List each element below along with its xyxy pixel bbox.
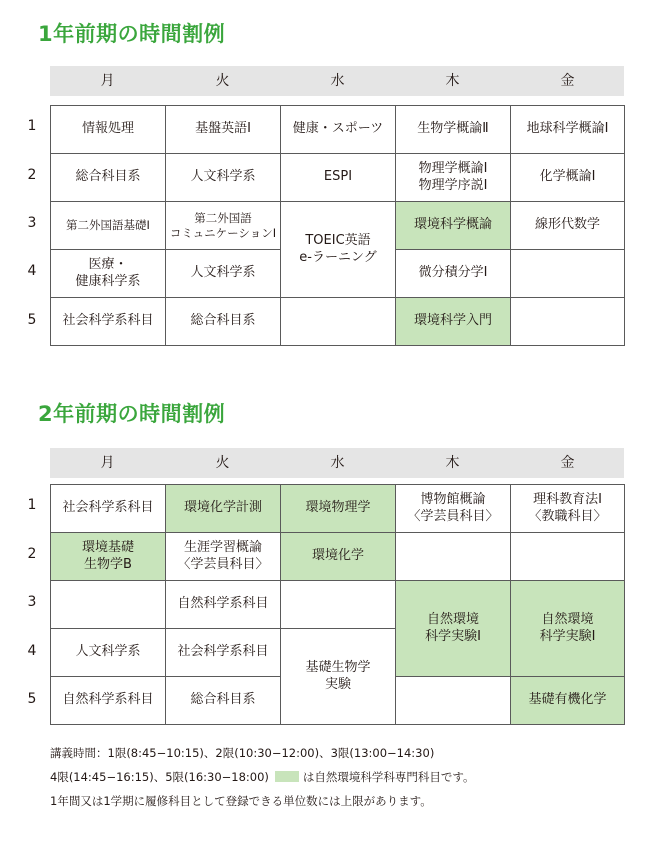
course-cell [50, 580, 166, 629]
period-3: 3 [27, 215, 37, 231]
course-cell [510, 297, 625, 346]
period-1: 1 [27, 497, 37, 513]
lecture-times-line2-text: 4限(14:45−16:15)、5限(16:30−18:00) [50, 770, 269, 784]
course-cell: 総合科目系 [165, 676, 281, 725]
period-4: 4 [27, 263, 37, 279]
notes [50, 741, 475, 813]
course-cell: 健康・スポーツ [280, 105, 396, 154]
course-cell: 自然科学系科目 [165, 580, 281, 629]
day-mon: 月 [100, 73, 115, 89]
course-cell: 社会科学系科目 [165, 628, 281, 677]
course-cell: 総合科目系 [50, 153, 166, 202]
course-cell-major-merged: 自然環境 科学実験Ⅰ [510, 580, 625, 677]
day-tue: 火 [215, 73, 230, 89]
course-cell-merged: 基礎生物学 実験 [280, 628, 396, 725]
day-thu: 木 [445, 73, 460, 89]
course-cell: 化学概論Ⅰ [510, 153, 625, 202]
timetable2 [22, 448, 628, 728]
course-cell: 医療・ 健康科学系 [50, 249, 166, 298]
legend-swatch [275, 771, 299, 782]
course-cell-major: 環境物理学 [280, 484, 396, 533]
timetable1 [22, 66, 628, 346]
course-cell: 自然科学系科目 [50, 676, 166, 725]
course-cell-merged: TOEIC英語 e-ラーニング [280, 201, 396, 298]
course-cell: 社会科学系科目 [50, 484, 166, 533]
period-2: 2 [27, 167, 37, 183]
period-1: 1 [27, 118, 37, 134]
legend-text: は自然環境科学科専門科目です。 [302, 770, 475, 784]
course-cell [510, 249, 625, 298]
course-cell [510, 532, 625, 581]
course-cell: 理科教育法Ⅰ 〈教職科目〉 [510, 484, 625, 533]
course-cell: 線形代数学 [510, 201, 625, 250]
course-cell: 社会科学系科目 [50, 297, 166, 346]
course-cell-major: 環境化学 [280, 532, 396, 581]
course-cell [395, 532, 511, 581]
course-cell: 基盤英語Ⅰ [165, 105, 281, 154]
course-cell-major: 環境化学計測 [165, 484, 281, 533]
period-4: 4 [27, 643, 37, 659]
course-cell: 地球科学概論Ⅰ [510, 105, 625, 154]
period-3: 3 [27, 594, 37, 610]
course-cell [280, 580, 396, 629]
course-cell [280, 297, 396, 346]
timetable1-title: 1年前期の時間割例 [38, 22, 226, 46]
course-cell: 生涯学習概論 〈学芸員科目〉 [165, 532, 281, 581]
timetable2-title: 2年前期の時間割例 [38, 402, 226, 426]
day-fri: 金 [560, 455, 575, 471]
period-2: 2 [27, 546, 37, 562]
day-wed: 水 [330, 455, 345, 471]
credit-limit-note: 1年間又は1学期に履修科目として登録できる単位数には上限があります。 [50, 794, 432, 808]
course-cell-major-merged: 自然環境 科学実験Ⅰ [395, 580, 511, 677]
course-cell: 人文科学系 [165, 153, 281, 202]
course-cell [395, 676, 511, 725]
course-cell-major: 環境基礎 生物学B [50, 532, 166, 581]
course-cell: 情報処理 [50, 105, 166, 154]
course-cell: 人文科学系 [50, 628, 166, 677]
day-header [50, 448, 624, 478]
day-mon: 月 [100, 455, 115, 471]
day-thu: 木 [445, 455, 460, 471]
course-cell-major: 環境科学入門 [395, 297, 511, 346]
lecture-times-line1: 講義時間：1限(8:45−10:15)、2限(10:30−12:00)、3限(13:00−14:30) [50, 746, 435, 760]
timetable1-grid [50, 105, 625, 346]
day-tue: 火 [215, 455, 230, 471]
course-cell: 微分積分学Ⅰ [395, 249, 511, 298]
course-cell: 生物学概論Ⅱ [395, 105, 511, 154]
course-cell: 第二外国語基礎Ⅰ [50, 201, 166, 250]
course-cell: ESPⅠ [280, 153, 396, 202]
course-cell: 博物館概論 〈学芸員科目〉 [395, 484, 511, 533]
course-cell-major: 環境科学概論 [395, 201, 511, 250]
day-wed: 水 [330, 73, 345, 89]
course-cell: 第二外国語 コミュニケーションⅠ [165, 201, 281, 250]
timetable2-grid [50, 484, 625, 725]
course-cell: 物理学概論Ⅰ 物理学序説Ⅰ [395, 153, 511, 202]
lecture-times-line2 [50, 765, 475, 789]
course-cell-major: 基礎有機化学 [510, 676, 625, 725]
period-5: 5 [27, 691, 37, 707]
day-fri: 金 [560, 73, 575, 89]
period-5: 5 [27, 312, 37, 328]
day-header [50, 66, 624, 96]
course-cell: 総合科目系 [165, 297, 281, 346]
course-cell: 人文科学系 [165, 249, 281, 298]
